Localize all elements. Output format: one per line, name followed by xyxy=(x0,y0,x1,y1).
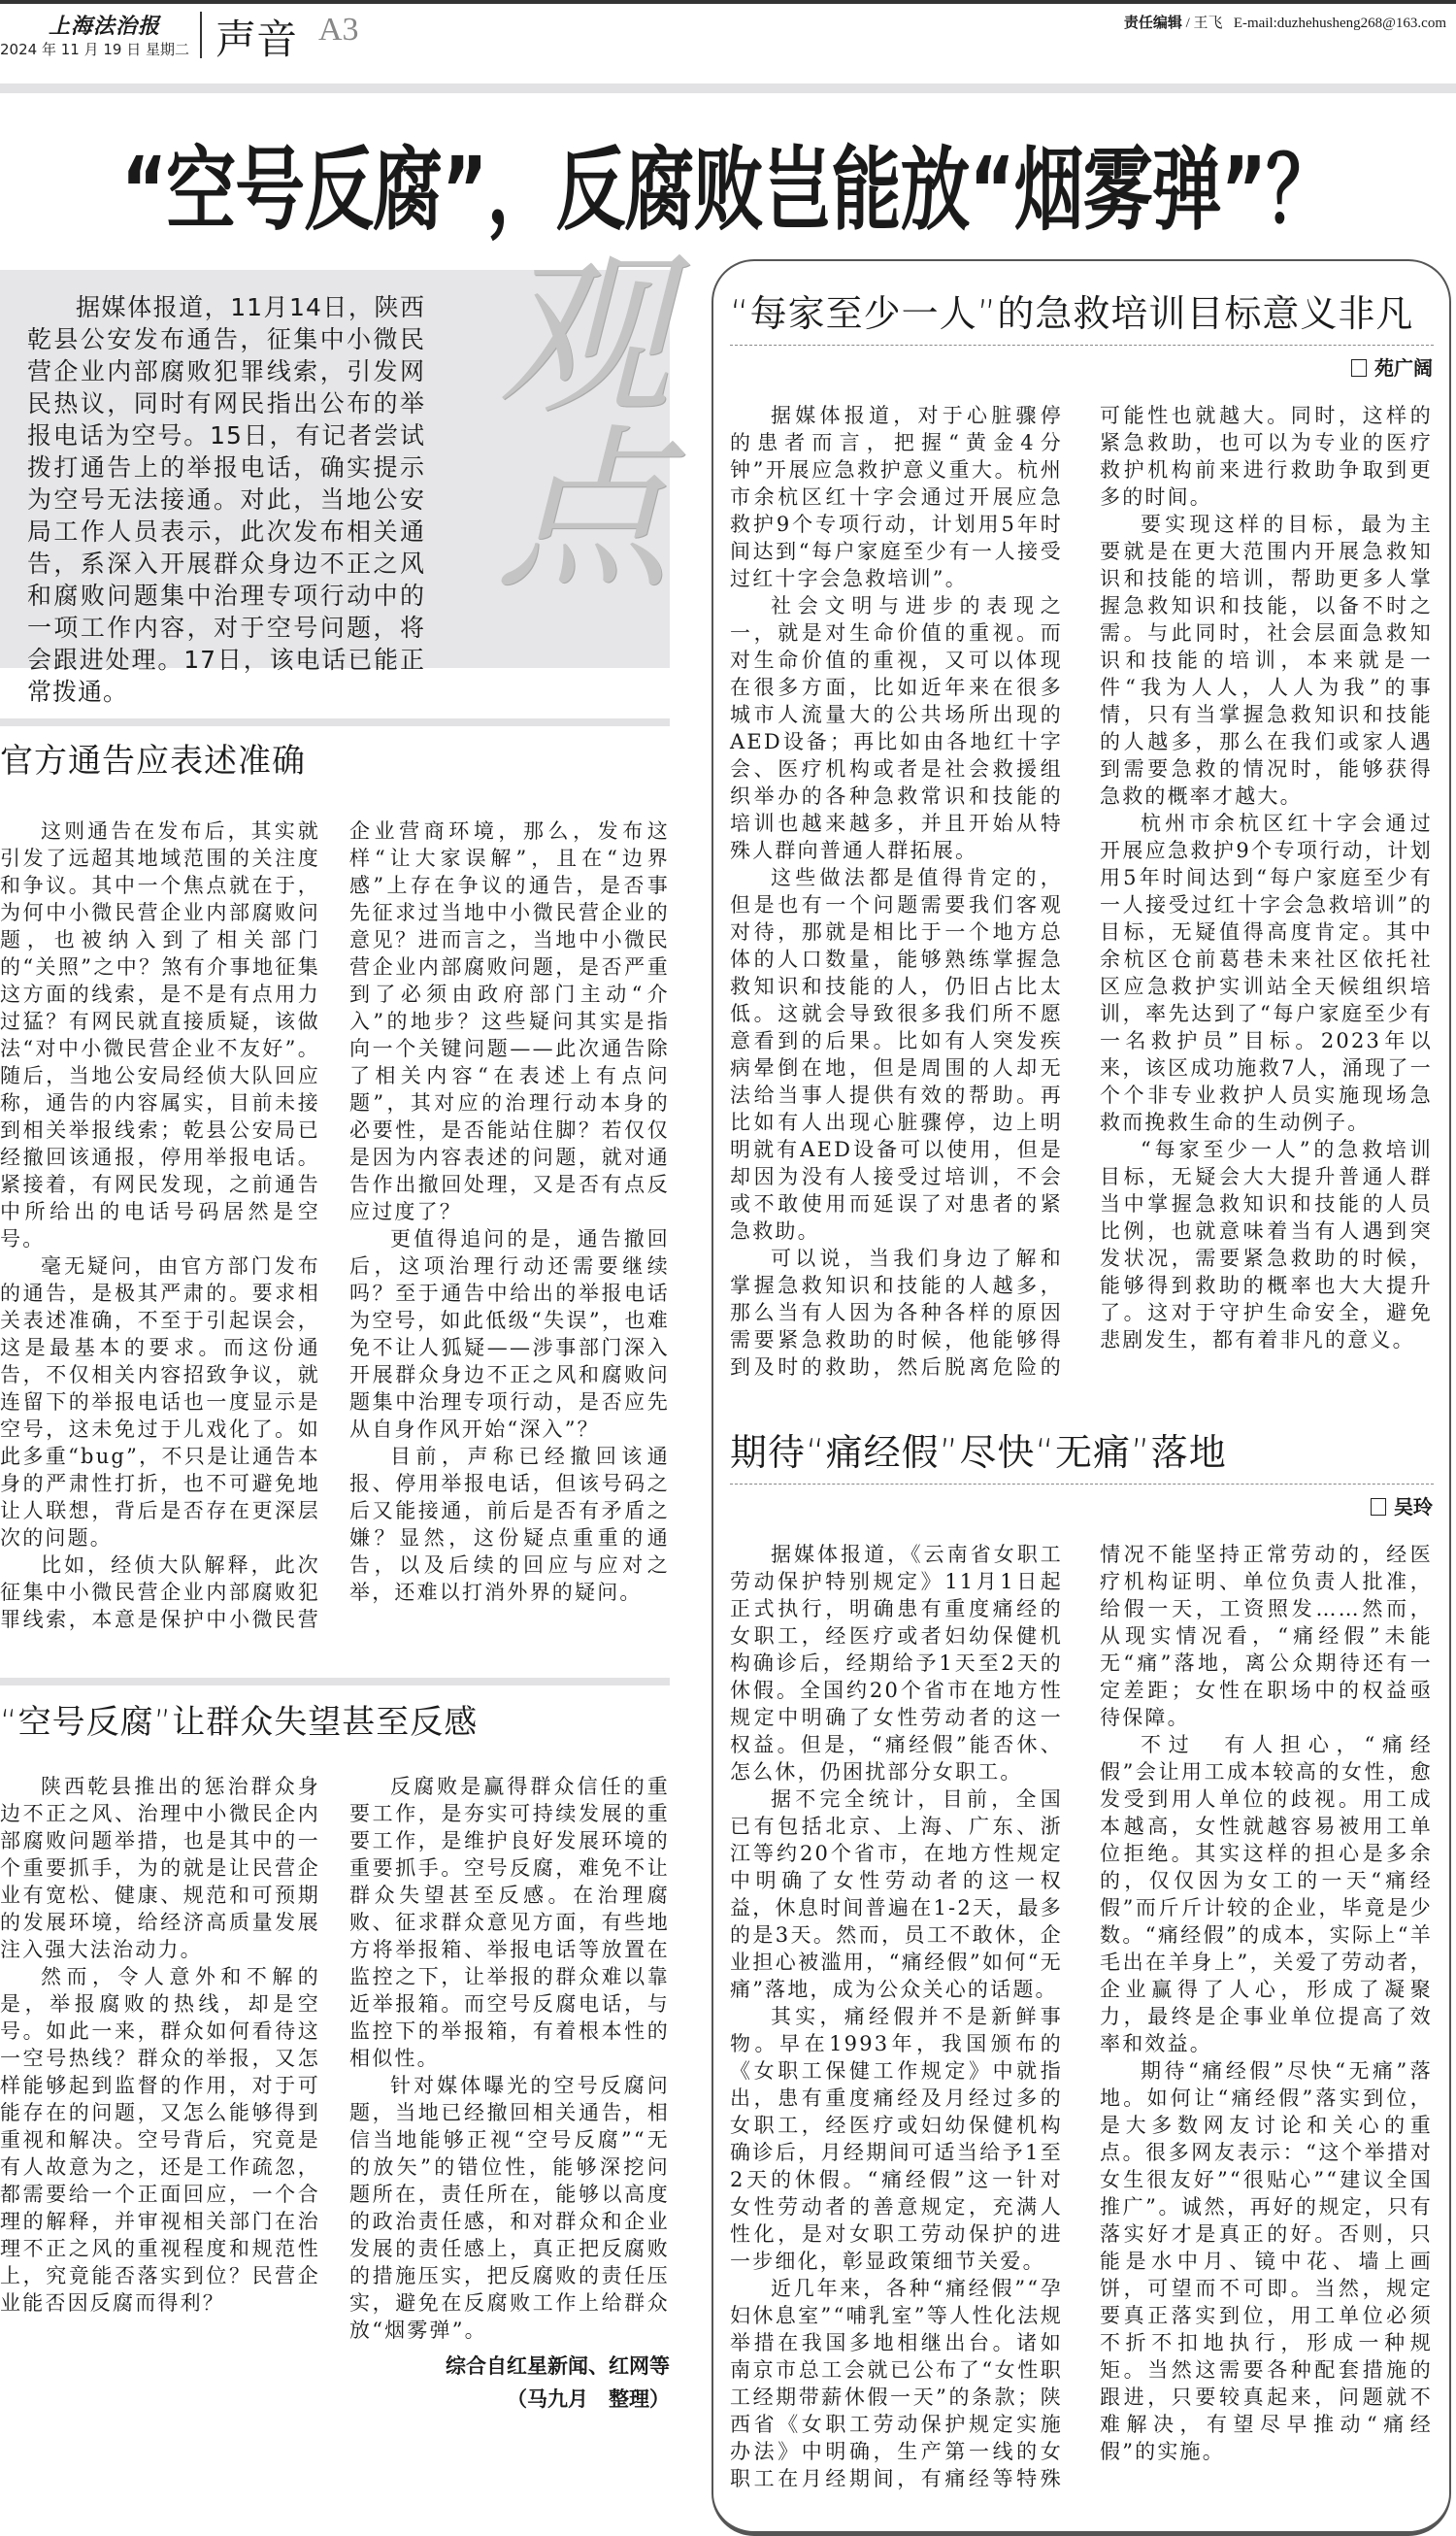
paragraph: 比如，经侦大队解释，此次征集中小微民营企业内部腐败犯罪线索，本意是保护中小微民营企业营商环境，那么，发布这样“让大家误解”，且在“边界感”上存在争议的通告，是否事先征求过当地中小微民营企业的意见？进而言之，当地中小微民营企业内部腐败问题，是否严重到了必须由政府部门主动“介入”的地步？这些疑问其实是指向一个关键问题——此次通告除了相关内容“在表述上有点问题”，其对应的治理行动本身的必要性，是否能站住脚？若仅仅是因为内容表述的问题，就对通告作出撤回处理，又是否有点反应过度了？ xyxy=(0,819,670,1631)
byline-square-icon xyxy=(1371,1498,1386,1516)
paragraph: 毫无疑问，由官方部门发布的通告，是极其严肃的。要求相关表述准确，不至于引起误会，这是最基本的要求。而这份通告，不仅相关内容招致争议，就连留下的举报电话也一度显示是空号，这未免过于儿戏化了。如此多重“bug”，不只是让通告本身的严肃性打折，也不可避免地让人联想，背后是否存在更深层次的问题。 xyxy=(0,1254,320,1550)
compiler-credit: （马九月 整理） xyxy=(507,2387,670,2411)
section1-title: 官方通告应表述准确 xyxy=(0,742,306,781)
paragraph: 更值得追问的是，通告撤回后，这项治理行动还需要继续吗？至于通告中给出的举报电话为空号，如此低级“失误”，也难免不让人狐疑——涉事部门深入开展群众身边不正之风和腐败问题集中治理专项行动，是否应先从自身作风开始“深入”？ xyxy=(349,1227,670,1441)
paragraph: 要实现这样的目标，最为主要就是在更大范围内开展急救知识和技能的培训，帮助更多人掌握急救知识和技能，以备不时之需。与此同时，社会层面急救知识和技能的培训，本来就是一件“我为人人，人人为我”的事情，只有当掌握急救知识和技能的人越多，那么在我们或家人遇到需要急救的情况时，能够获得急救的概率才越大。 xyxy=(1100,513,1433,808)
paragraph: 近几年来，各种“痛经假”“孕妇休息室”“哺乳室”等人性化法规举措在我国多地相继出台。诸如南京市总工会就已公布了“女性职工经期带薪休假一天”的条款；陕西省《女职工劳动保护规定实施办法》中明确，生产第一线的女职工在月经期间，有痛经等特殊情况不能坚持正常劳动的，经医疗机构证明、单位负责人批准，给假一天，工资照发……然而，从现实情况看，“痛经假”未能无“痛”落地，离公众期待还有一定差距；女性在职场中的权益亟待保障。 xyxy=(730,1543,1433,2490)
dashed-divider xyxy=(730,345,1434,346)
paragraph: 然而，令人意外和不解的是，举报腐败的热线，却是空号。如此一来，群众如何看待这一空号热线？群众的举报，又怎样能够起到监督的作用，对于可能存在的问题，又怎么能够得到重视和解决。空号背后，究竟是有人故意为之，还是工作疏忽，都需要给一个正面回应，一个合理的解释，并审视相关部门在治理不正之风的重视程度和规范性上，究竟能否落实到位？民营企业能否因反腐而得利？ xyxy=(0,1965,320,2315)
article2-body xyxy=(730,1541,1433,2492)
paragraph: 针对媒体曝光的空号反腐问题，当地已经撤回相关通告，相信当地能够正视“空号反腐”“无的放矢”的错位性，能够深挖问题所在，责任所在，能够以高度的政治责任感，和对群众和企业发展的责任感上，真正把反腐败的措施压实，把反腐败的责任压实，避免在反腐败工作上给群众放“烟雾弹”。 xyxy=(349,2074,670,2342)
paragraph: 目前，声称已经撤回该通报、停用举报电话，但该号码之后又能接通，前后是否有矛盾之嫌？显然，这份疑点重重的通告，以及后续的回应与应对之举，还难以打消外界的疑问。 xyxy=(349,1445,670,1604)
dashed-divider xyxy=(730,1484,1434,1485)
article2-title: 期待“痛经假”尽快“无痛”落地 xyxy=(730,1431,1227,1474)
paragraph: 期待“痛经假”尽快“无痛”落地。如何让“痛经假”落实到位，是大多数网友讨论和关心的重点。很多网友表示：“这个举措对女生很友好”“很贴心”“建议全国推广”。诚然，再好的规定，只有落实好才是真正的好。否则，只能是水中月、镜中花、墙上画饼，可望而不可即。当然，规定要真正落实到位，用工单位必须不折不扣地执行，形成一种规矩。当然这需要各种配套措施的跟进，只要较真起来，问题就不难解决，有望尽早推动“痛经假”的实施。 xyxy=(1100,2059,1433,2463)
section-divider xyxy=(0,718,670,726)
commentary-box xyxy=(711,259,1451,2536)
paragraph: 社会文明与进步的表现之一，就是对生命价值的重视。而对生命价值的重视，又可以体现在很多方面，比如近年来在很多城市人流量大的公共场所出现的AED设备；再比如由各地红十字会、医疗机构或者是社会救援组织举办的各种急救常识和技能的培训也越来越多，并且开始从特殊人群向普通人群拓展。 xyxy=(730,594,1063,862)
article1-body xyxy=(730,402,1433,1381)
source-credit: 综合自红星新闻、红网等 xyxy=(446,2354,670,2378)
header-band xyxy=(0,83,1456,93)
paragraph: 据媒体报道，对于心脏骤停的患者而言，把握“黄金4分钟”开展应急救护意义重大。杭州市余杭区红十字会通过开展应急救护9个专项行动，计划用5年时间达到“每户家庭至少有一人接受过红十字会急救培训”。 xyxy=(730,404,1063,590)
editor-label: 责任编辑 xyxy=(1123,14,1182,31)
newspaper-logo: 上海法治报 xyxy=(49,14,161,39)
article2-byline xyxy=(730,1494,1433,1519)
section1-body xyxy=(0,818,670,1633)
article1-author: 苑广阔 xyxy=(1374,356,1433,380)
paragraph: 这则通告在发布后，其实就引发了远超其地域范围的关注度和争议。其中一个焦点就在于，为何中小微民营企业内部腐败问题，也被纳入到了相关部门的“关照”之中？煞有介事地征集这方面的线索，是不是有点用力过猛？有网民就直接质疑，该做法“对中小微民营企业不友好”。随后，当地公安局经侦大队回应称，通告的内容属实，目前未接到相关举报线索；乾县公安局已经撤回该通报，停用举报电话。紧接着，有网民发现，之前通告中所给出的电话号码居然是空号。 xyxy=(0,819,320,1251)
paragraph: 据媒体报道，《云南省女职工劳动保护特别规定》11月1日起正式执行，明确患有重度痛经的女职工，经医疗或者妇幼保健机构确诊后，经期给予1天至2天的休假。全国约20个省市在地方性规定中明确了女性劳动者的这一权益。但是，“痛经假”能否休、怎么休，仍困扰部分女职工。 xyxy=(730,1543,1063,1784)
article1-title: “每家至少一人”的急救培训目标意义非凡 xyxy=(730,292,1414,335)
column-mark-calligraphy: 观点 xyxy=(467,243,670,592)
intro-text: 据媒体报道，11月14日，陕西乾县公安发布通告，征集中小微民营企业内部腐败犯罪线索，引发网民热议，同时有网民指出公布的举报电话为空号。15日，有记者尝试拨打通告上的举报电话，确实提示为空号无法接通。对此，当地公安局工作人员表示，此次发布相关通告，系深入开展群众身边不正之风和腐败问题集中治理专项行动中的一项工作内容，对于空号问题，将会跟进处理。17日，该电话已能正常拨通。 xyxy=(27,293,425,706)
paragraph: 其实，痛经假并不是新鲜事物。早在1993年，我国颁布的《女职工保健工作规定》中就指出，患有重度痛经及月经过多的女职工，经医疗或妇幼保健机构确诊后，月经期间可适当给予1至2天的休假。“痛经假”这一针对女性劳动者的善意规定，充满人性化，是对女职工劳动保护的进一步细化，彰显政策细节关爱。 xyxy=(730,2005,1063,2273)
editor-name: / 王飞 xyxy=(1185,16,1223,31)
article2-author: 吴玲 xyxy=(1394,1495,1433,1518)
paragraph: 杭州市余杭区红十字会通过开展应急救护9个专项行动，计划用5年时间达到“每户家庭至少有一人接受过红十字会急救培训”的目标，无疑值得高度肯定。其中余杭区仓前葛巷未来社区依托社区应急救护实训站全天候组织培训，率先达到了“每户家庭至少有一名救护员”目标。2023年以来，该区成功施救7人，涌现了一个个非专业救护人员实施现场急救而挽救生命的生动例子。 xyxy=(1100,812,1433,1134)
paragraph: 陕西乾县推出的惩治群众身边不正之风、治理中小微民企内部腐败问题举措，也是其中的一个重要抓手，为的就是让民营企业有宽松、健康、规范和可预期的发展环境，给经济高质量发展注入强大法治动力。 xyxy=(0,1775,320,1961)
paragraph: 可以说，当我们身边了解和掌握急救知识和技能的人越多，那么当有人因为各种各样的原因需要紧急救助的时候，他能够得到及时的救助，然后脱离危险的可能性也就越大。同时，这样的紧急救助，也可以为专业的医疗救护机构前来进行救助争取到更多的时间。 xyxy=(730,404,1433,1379)
paragraph: “每家至少一人”的急救培训目标，无疑会大大提升普通人群当中掌握急救知识和技能的人员比例，也就意味着当有人遇到突发状况，需要紧急救助的时候，能够得到救助的概率也大大提升了。这对于守护生命安全，避免悲剧发生，都有着非凡的意义。 xyxy=(1100,1138,1433,1351)
paragraph: 据不完全统计，目前，全国已有包括北京、上海、广东、浙江等约20个省市，在地方性规定中明确了女性劳动者的这一权益，休息时间普遍在1-2天，最多的是3天。然而，员工不敢休，企业担心被滥用，“痛经假”如何“无痛”落地，成为公众关心的话题。 xyxy=(730,1787,1063,2001)
page-number: A3 xyxy=(318,12,359,48)
byline-square-icon xyxy=(1351,359,1367,377)
paragraph: 这些做法都是值得肯定的，但是也有一个问题需要我们客观对待，那就是相比于一个地方总体的人口数量，能够熟练掌握急救知识和技能的人，仍旧占比太低。这就会导致很多我们所不愿意看到的后果。比如有人突发疾病晕倒在地，但是周围的人却无法给当事人提供有效的帮助。再比如有人出现心脏骤停，边上明明就有AED设备可以使用，但是却因为没有人接受过培训，不会或不敢使用而延误了对患者的紧急救助。 xyxy=(730,866,1063,1243)
top-rule xyxy=(0,0,1456,4)
header-divider xyxy=(200,12,202,58)
main-headline: “空号反腐”，反腐败岂能放“烟雾弹”？ xyxy=(120,136,1336,243)
editor-email[interactable]: E-mail:duzhehusheng268@163.com xyxy=(1233,16,1446,31)
section-divider xyxy=(0,1678,670,1685)
article1-byline xyxy=(730,355,1433,381)
section-name: 声音 xyxy=(215,16,298,63)
issue-date: 2024 年 11 月 19 日 星期二 xyxy=(0,41,189,58)
paragraph: 不过 有人担心，“痛经假”会让用工成本较高的女性，愈发受到用人单位的歧视。用工成本越高，女性就越容易被用工单位拒绝。其实这样的担心是多余的，仅仅因为女工的一天“痛经假”而斤斤计较的企业，毕竟是少数。“痛经假”的成本，实际上“羊毛出在羊身上”，关爱了劳动者，企业赢得了人心，形成了凝聚力，最终是企事业单位提高了效率和效益。 xyxy=(1100,1733,1433,2055)
editor-info xyxy=(1124,12,1446,32)
section2-title: “空号反腐”让群众失望甚至反感 xyxy=(0,1703,479,1742)
section2-body xyxy=(0,1773,670,2344)
paragraph: 反腐败是赢得群众信任的重要工作，是夯实可持续发展的重要工作，是维护良好发展环境的重要抓手。空号反腐，难免不让群众失望甚至反感。在治理腐败、征求群众意见方面，有些地方将举报箱、举报电话等放置在监控之下，让举报的群众难以靠近举报箱。而空号反腐电话，与监控下的举报箱，有着根本性的相似性。 xyxy=(349,1775,670,2070)
